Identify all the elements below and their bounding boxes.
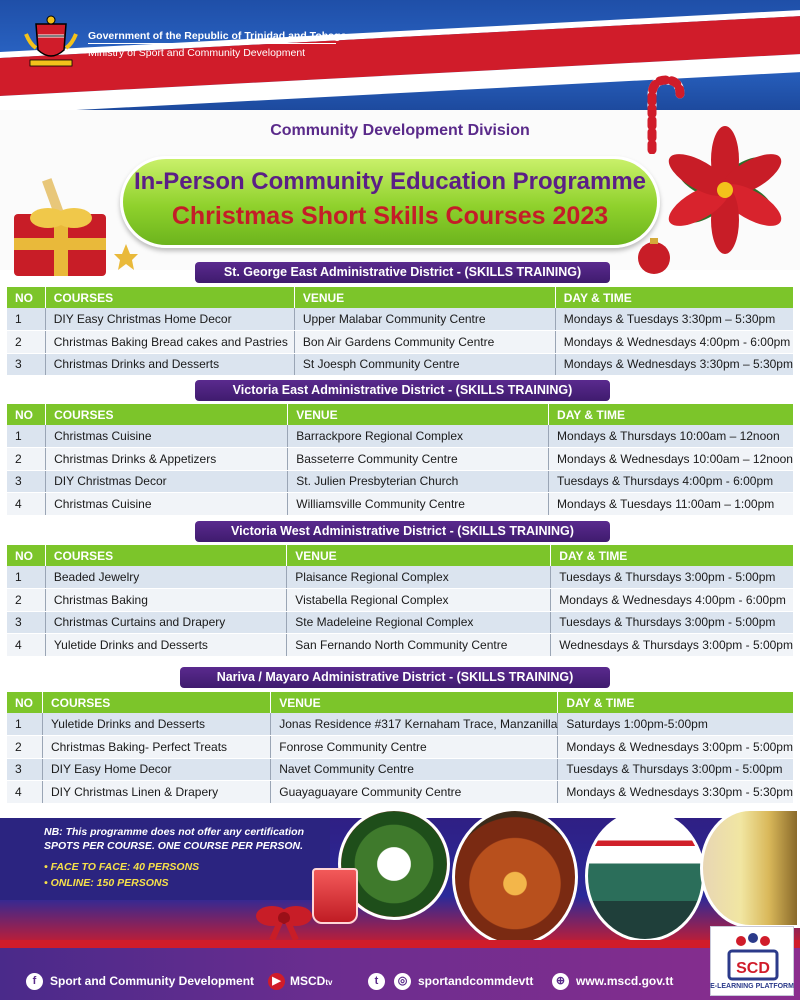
col-header-day-time: DAY & TIME	[549, 404, 793, 425]
row-number: 4	[7, 781, 42, 804]
table-row	[7, 736, 793, 759]
sorrel-drink-icon	[312, 868, 358, 924]
course-name: Christmas Baking Bread cakes and Pastries	[45, 331, 294, 354]
training-type: (SKILLS TRAINING)	[464, 265, 582, 279]
row-number: 3	[7, 611, 45, 634]
day-time: Mondays & Wednesdays 4:00pm - 6:00pm	[555, 331, 793, 354]
table-row	[7, 331, 793, 354]
drinks-photo	[700, 808, 800, 928]
scd-logo-icon	[711, 927, 795, 983]
course-name: DIY Christmas Linen & Drapery	[42, 781, 270, 804]
venue: Bon Air Gardens Community Centre	[294, 331, 555, 354]
course-name: DIY Easy Christmas Home Decor	[45, 308, 294, 331]
twitter-icon[interactable]: t	[368, 973, 385, 990]
col-header-venue: VENUE	[287, 545, 551, 566]
day-time: Mondays & Wednesdays 4:00pm - 6:00pm	[551, 589, 793, 612]
courses-title: Christmas Short Skills Courses 2023	[171, 202, 609, 230]
course-name: Yuletide Drinks and Desserts	[42, 713, 270, 736]
section-title-victoria-west	[195, 521, 610, 542]
courses-table-st-george-east	[7, 287, 793, 376]
bow-icon	[254, 898, 314, 942]
venue: St. Julien Presbyterian Church	[288, 470, 549, 493]
facebook-page-link[interactable]: Sport and Community Development	[50, 974, 255, 988]
col-header-day-time: DAY & TIME	[558, 692, 793, 713]
ministry-name: Ministry of Sport and Community Development	[88, 47, 306, 59]
table-row	[7, 589, 793, 612]
table-header	[7, 545, 793, 566]
course-name: Christmas Baking- Perfect Treats	[42, 736, 270, 759]
venue: Vistabella Regional Complex	[287, 589, 551, 612]
note-certification: NB: This programme does not offer any certification	[44, 826, 305, 838]
row-number: 1	[7, 713, 42, 736]
col-header-venue: VENUE	[271, 692, 558, 713]
col-header-no: NO	[7, 545, 45, 566]
table-header	[7, 404, 793, 425]
district-name: St. George East Administrative District -	[223, 265, 461, 279]
play-icon[interactable]: ▶	[268, 973, 285, 990]
row-number: 1	[7, 308, 45, 331]
ornament-icon	[634, 236, 674, 276]
venue: Plaisance Regional Complex	[287, 566, 551, 589]
note-online: • ONLINE: 150 PERSONS	[44, 877, 169, 889]
row-number: 2	[7, 331, 45, 354]
venue: Fonrose Community Centre	[271, 736, 558, 759]
instagram-icon[interactable]: ◎	[394, 973, 411, 990]
social-handle-link[interactable]: sportandcommdevtt	[418, 974, 534, 988]
day-time: Mondays & Wednesdays 3:30pm - 5:30pm	[558, 781, 793, 804]
table-row	[7, 308, 793, 331]
course-name: Beaded Jewelry	[45, 566, 286, 589]
row-number: 3	[7, 353, 45, 376]
row-number: 2	[7, 448, 46, 471]
division-heading: Community Development Division	[270, 122, 530, 139]
courses-table-nariva-mayaro	[7, 692, 793, 804]
course-name: Christmas Cuisine	[46, 493, 288, 516]
courses-table-victoria-west	[7, 545, 793, 657]
day-time: Tuesdays & Thursdays 3:00pm - 5:00pm	[551, 611, 793, 634]
table-row	[7, 611, 793, 634]
ham-photo	[452, 808, 578, 946]
row-number: 1	[7, 566, 45, 589]
table-header	[7, 692, 793, 713]
day-time: Mondays & Tuesdays 3:30pm – 5:30pm	[555, 308, 793, 331]
table-row	[7, 781, 793, 804]
district-name: Victoria East Administrative District -	[232, 383, 453, 397]
training-type: (SKILLS TRAINING)	[455, 383, 573, 397]
day-time: Tuesdays & Thursdays 4:00pm - 6:00pm	[549, 470, 793, 493]
scd-logo-text: SCD	[736, 960, 770, 977]
day-time: Saturdays 1:00pm-5:00pm	[558, 713, 793, 736]
party-table-photo	[585, 810, 705, 942]
facebook-icon[interactable]: f	[26, 973, 43, 990]
table-header	[7, 287, 793, 308]
table-row	[7, 353, 793, 376]
coat-of-arms-icon	[22, 14, 80, 70]
day-time: Mondays & Thursdays 10:00am – 12noon	[549, 425, 793, 448]
col-header-no: NO	[7, 692, 42, 713]
day-time: Tuesdays & Thursdays 3:00pm - 5:00pm	[558, 758, 793, 781]
table-row	[7, 634, 793, 657]
col-header-courses: COURSES	[45, 287, 294, 308]
elearning-label: E-LEARNING PLATFORM	[710, 983, 794, 990]
col-header-venue: VENUE	[288, 404, 549, 425]
note-spots: SPOTS PER COURSE. ONE COURSE PER PERSON.	[44, 840, 304, 852]
row-number: 4	[7, 493, 46, 516]
venue: Upper Malabar Community Centre	[294, 308, 555, 331]
day-time: Tuesdays & Thursdays 3:00pm - 5:00pm	[551, 566, 793, 589]
col-header-venue: VENUE	[294, 287, 555, 308]
section-title-st-george-east	[195, 262, 610, 283]
course-name: Christmas Drinks and Desserts	[45, 353, 294, 376]
col-header-day-time: DAY & TIME	[551, 545, 793, 566]
col-header-courses: COURSES	[45, 545, 286, 566]
venue: Jonas Residence #317 Kernaham Trace, Manzanilla	[271, 713, 558, 736]
row-number: 2	[7, 589, 45, 612]
gift-box-icon	[8, 178, 138, 280]
course-name: Christmas Curtains and Drapery	[45, 611, 286, 634]
row-number: 4	[7, 634, 45, 657]
table-row	[7, 493, 793, 516]
table-row	[7, 470, 793, 493]
row-number: 2	[7, 736, 42, 759]
venue: Basseterre Community Centre	[288, 448, 549, 471]
venue: Barrackpore Regional Complex	[288, 425, 549, 448]
district-name: Nariva / Mayaro Administrative District -	[216, 670, 454, 684]
website-link[interactable]: www.mscd.gov.tt	[576, 974, 674, 988]
header-divider	[88, 43, 336, 44]
district-name: Victoria West Administrative District -	[231, 524, 454, 538]
col-header-day-time: DAY & TIME	[555, 287, 793, 308]
table-row	[7, 566, 793, 589]
venue: St Joesph Community Centre	[294, 353, 555, 376]
table-row	[7, 758, 793, 781]
courses-table-victoria-east	[7, 404, 793, 516]
day-time: Mondays & Wednesdays 3:30pm – 5:30pm	[555, 353, 793, 376]
course-name: Christmas Drinks & Appetizers	[46, 448, 288, 471]
col-header-no: NO	[7, 404, 46, 425]
row-number: 1	[7, 425, 46, 448]
programme-title: In-Person Community Education Programme	[133, 168, 647, 195]
day-time: Wednesdays & Thursdays 3:00pm - 5:00pm	[551, 634, 793, 657]
col-header-courses: COURSES	[42, 692, 270, 713]
col-header-no: NO	[7, 287, 45, 308]
msctv-name: MSCD	[290, 974, 326, 988]
venue: Navet Community Centre	[271, 758, 558, 781]
day-time: Mondays & Tuesdays 11:00am – 1:00pm	[549, 493, 793, 516]
course-name: Christmas Baking	[45, 589, 286, 612]
section-title-nariva-mayaro	[180, 667, 610, 688]
msctv-suffix: tv	[325, 978, 333, 987]
training-type: (SKILLS TRAINING)	[456, 670, 574, 684]
course-name: DIY Easy Home Decor	[42, 758, 270, 781]
table-row	[7, 425, 793, 448]
table-row	[7, 448, 793, 471]
globe-icon[interactable]: ⊕	[552, 973, 569, 990]
venue: Ste Madeleine Regional Complex	[287, 611, 551, 634]
venue: San Fernando North Community Centre	[287, 634, 551, 657]
col-header-courses: COURSES	[46, 404, 288, 425]
section-title-victoria-east	[195, 380, 610, 401]
course-name: DIY Christmas Decor	[46, 470, 288, 493]
venue: Guayaguayare Community Centre	[271, 781, 558, 804]
training-type: (SKILLS TRAINING)	[457, 524, 574, 538]
note-face-to-face: • FACE TO FACE: 40 PERSONS	[44, 861, 200, 873]
venue: Williamsville Community Centre	[288, 493, 549, 516]
day-time: Mondays & Wednesdays 3:00pm - 5:00pm	[558, 736, 793, 759]
msctv-link[interactable]	[290, 974, 332, 988]
government-name: Government of the Republic of Trinidad and Tobago	[88, 30, 347, 42]
day-time: Mondays & Wednesdays 10:00am – 12noon	[549, 448, 793, 471]
course-name: Christmas Cuisine	[46, 425, 288, 448]
table-row	[7, 713, 793, 736]
row-number: 3	[7, 758, 42, 781]
course-name: Yuletide Drinks and Desserts	[45, 634, 286, 657]
row-number: 3	[7, 470, 46, 493]
